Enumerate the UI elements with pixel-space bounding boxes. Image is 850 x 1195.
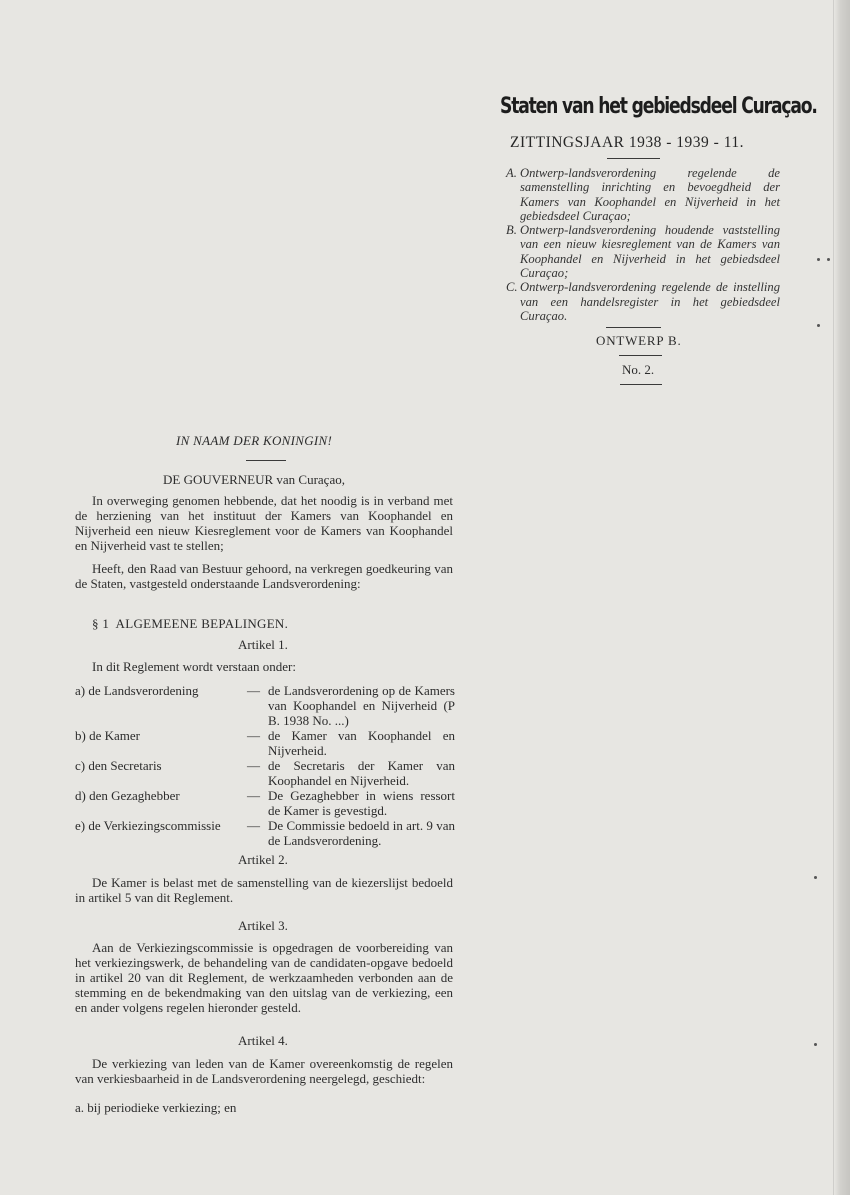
article-title: Artikel 2.	[238, 852, 288, 867]
draft-list	[506, 166, 780, 323]
definition-term: d) den Gezaghebber	[75, 788, 180, 803]
list-item-letter: A.	[506, 166, 517, 180]
definition-meaning: de Kamer van Koophandel en Nijverheid.	[268, 728, 455, 758]
definition-row	[75, 683, 455, 728]
list-item	[506, 166, 780, 223]
divider	[606, 327, 661, 328]
definition-dash: —	[247, 818, 260, 833]
list-item-text: Ontwerp-landsverordening houdende vaststelling van een nieuw kiesreglement van de Kamers van Koophandel en Nijverheid in het gebiedsdeel Curaçao;	[520, 223, 780, 281]
article-intro: In dit Reglement wordt verstaan onder:	[92, 659, 296, 674]
divider	[246, 460, 286, 461]
divider	[607, 158, 660, 159]
definition-meaning: De Commissie bedoeld in art. 9 van de Landsverordening.	[268, 818, 455, 848]
preamble-paragraph: Heeft, den Raad van Bestuur gehoord, na verkregen goedkeuring van de Staten, vastgesteld onderstaande Landsverordening:	[75, 561, 453, 591]
list-item	[506, 280, 780, 323]
definition-row	[75, 788, 455, 818]
draft-label: ONTWERP B.	[596, 333, 682, 348]
divider	[619, 355, 662, 356]
scan-speck	[827, 258, 830, 261]
definition-term: a) de Landsverordening	[75, 683, 199, 698]
article-title: Artikel 4.	[238, 1033, 288, 1048]
list-item-letter: B.	[506, 223, 517, 238]
invocation: IN NAAM DER KONINGIN!	[176, 433, 333, 448]
article-title: Artikel 1.	[238, 637, 288, 652]
list-item-letter: C.	[506, 280, 518, 295]
definition-meaning: de Secretaris der Kamer van Koophandel en Nijverheid.	[268, 758, 455, 788]
session-year: ZITTINGSJAAR 1938 - 1939 - 11.	[510, 134, 744, 151]
definition-term: c) den Secretaris	[75, 758, 162, 773]
definition-dash: —	[247, 788, 260, 803]
list-item-text: Ontwerp-landsverordening regelende de samenstelling inrichting en bevoegdheid der Kamers van Koophandel en Nijverheid in het gebiedsdeel Curaçao;	[520, 166, 780, 223]
definition-row	[75, 818, 455, 848]
definition-dash: —	[247, 758, 260, 773]
article-text: De verkiezing van leden van de Kamer overeenkomstig de regelen van verkiesbaarheid in de Landsverordening neergelegd, geschiedt:	[75, 1056, 453, 1086]
list-item	[506, 223, 780, 280]
article-text: Aan de Verkiezingscommissie is opgedragen de voorbereiding van het verkiezingswerk, de behandeling van de candidaten-opgave bedoeld in artikel 20 van dit Reglement, de werkzaamheden verbonden aan de stemming en de bekendmaking van den uitslag van de verkiezing, een en ander volgens regelen hieronder gesteld.	[75, 940, 453, 1015]
divider	[620, 384, 662, 385]
definition-dash: —	[247, 683, 260, 698]
article-text: De Kamer is belast met de samenstelling van de kiezerslijst bedoeld in artikel 5 van dit Reglement.	[75, 875, 453, 905]
section-heading: § 1 ALGEMEENE BEPALINGEN.	[92, 616, 289, 631]
definitions-list	[75, 683, 455, 848]
scan-speck	[817, 324, 820, 327]
definition-meaning: De Gezaghebber in wiens ressort de Kamer is gevestigd.	[268, 788, 455, 818]
article-subitem: a. bij periodieke verkiezing; en	[75, 1100, 237, 1115]
list-item-text: Ontwerp-landsverordening regelende de instelling van een handelsregister in het gebiedsdeel Curaçao.	[520, 280, 780, 323]
scan-speck	[817, 258, 820, 261]
definition-row	[75, 758, 455, 788]
governor-line: DE GOUVERNEUR van Curaçao,	[163, 472, 345, 487]
article-title: Artikel 3.	[238, 918, 288, 933]
scan-speck	[814, 876, 817, 879]
definition-dash: —	[247, 728, 260, 743]
page-edge-shadow	[834, 0, 850, 1195]
draft-number: No. 2.	[622, 362, 655, 377]
masthead-title: Staten van het gebiedsdeel Curaçao.	[500, 94, 817, 119]
definition-row	[75, 728, 455, 758]
definition-term: b) de Kamer	[75, 728, 140, 743]
preamble-paragraph: In overweging genomen hebbende, dat het noodig is in verband met de herziening van het instituut der Kamers van Koophandel en Nijverheid een nieuw Kiesreglement voor de Kamers van Koophandel en Nijverheid vast te stellen;	[75, 493, 453, 553]
scan-speck	[814, 1043, 817, 1046]
definition-term: e) de Verkiezingscommissie	[75, 818, 221, 833]
definition-meaning: de Landsverordening op de Kamers van Koophandel en Nijverheid (P B. 1938 No. ...)	[268, 683, 455, 728]
